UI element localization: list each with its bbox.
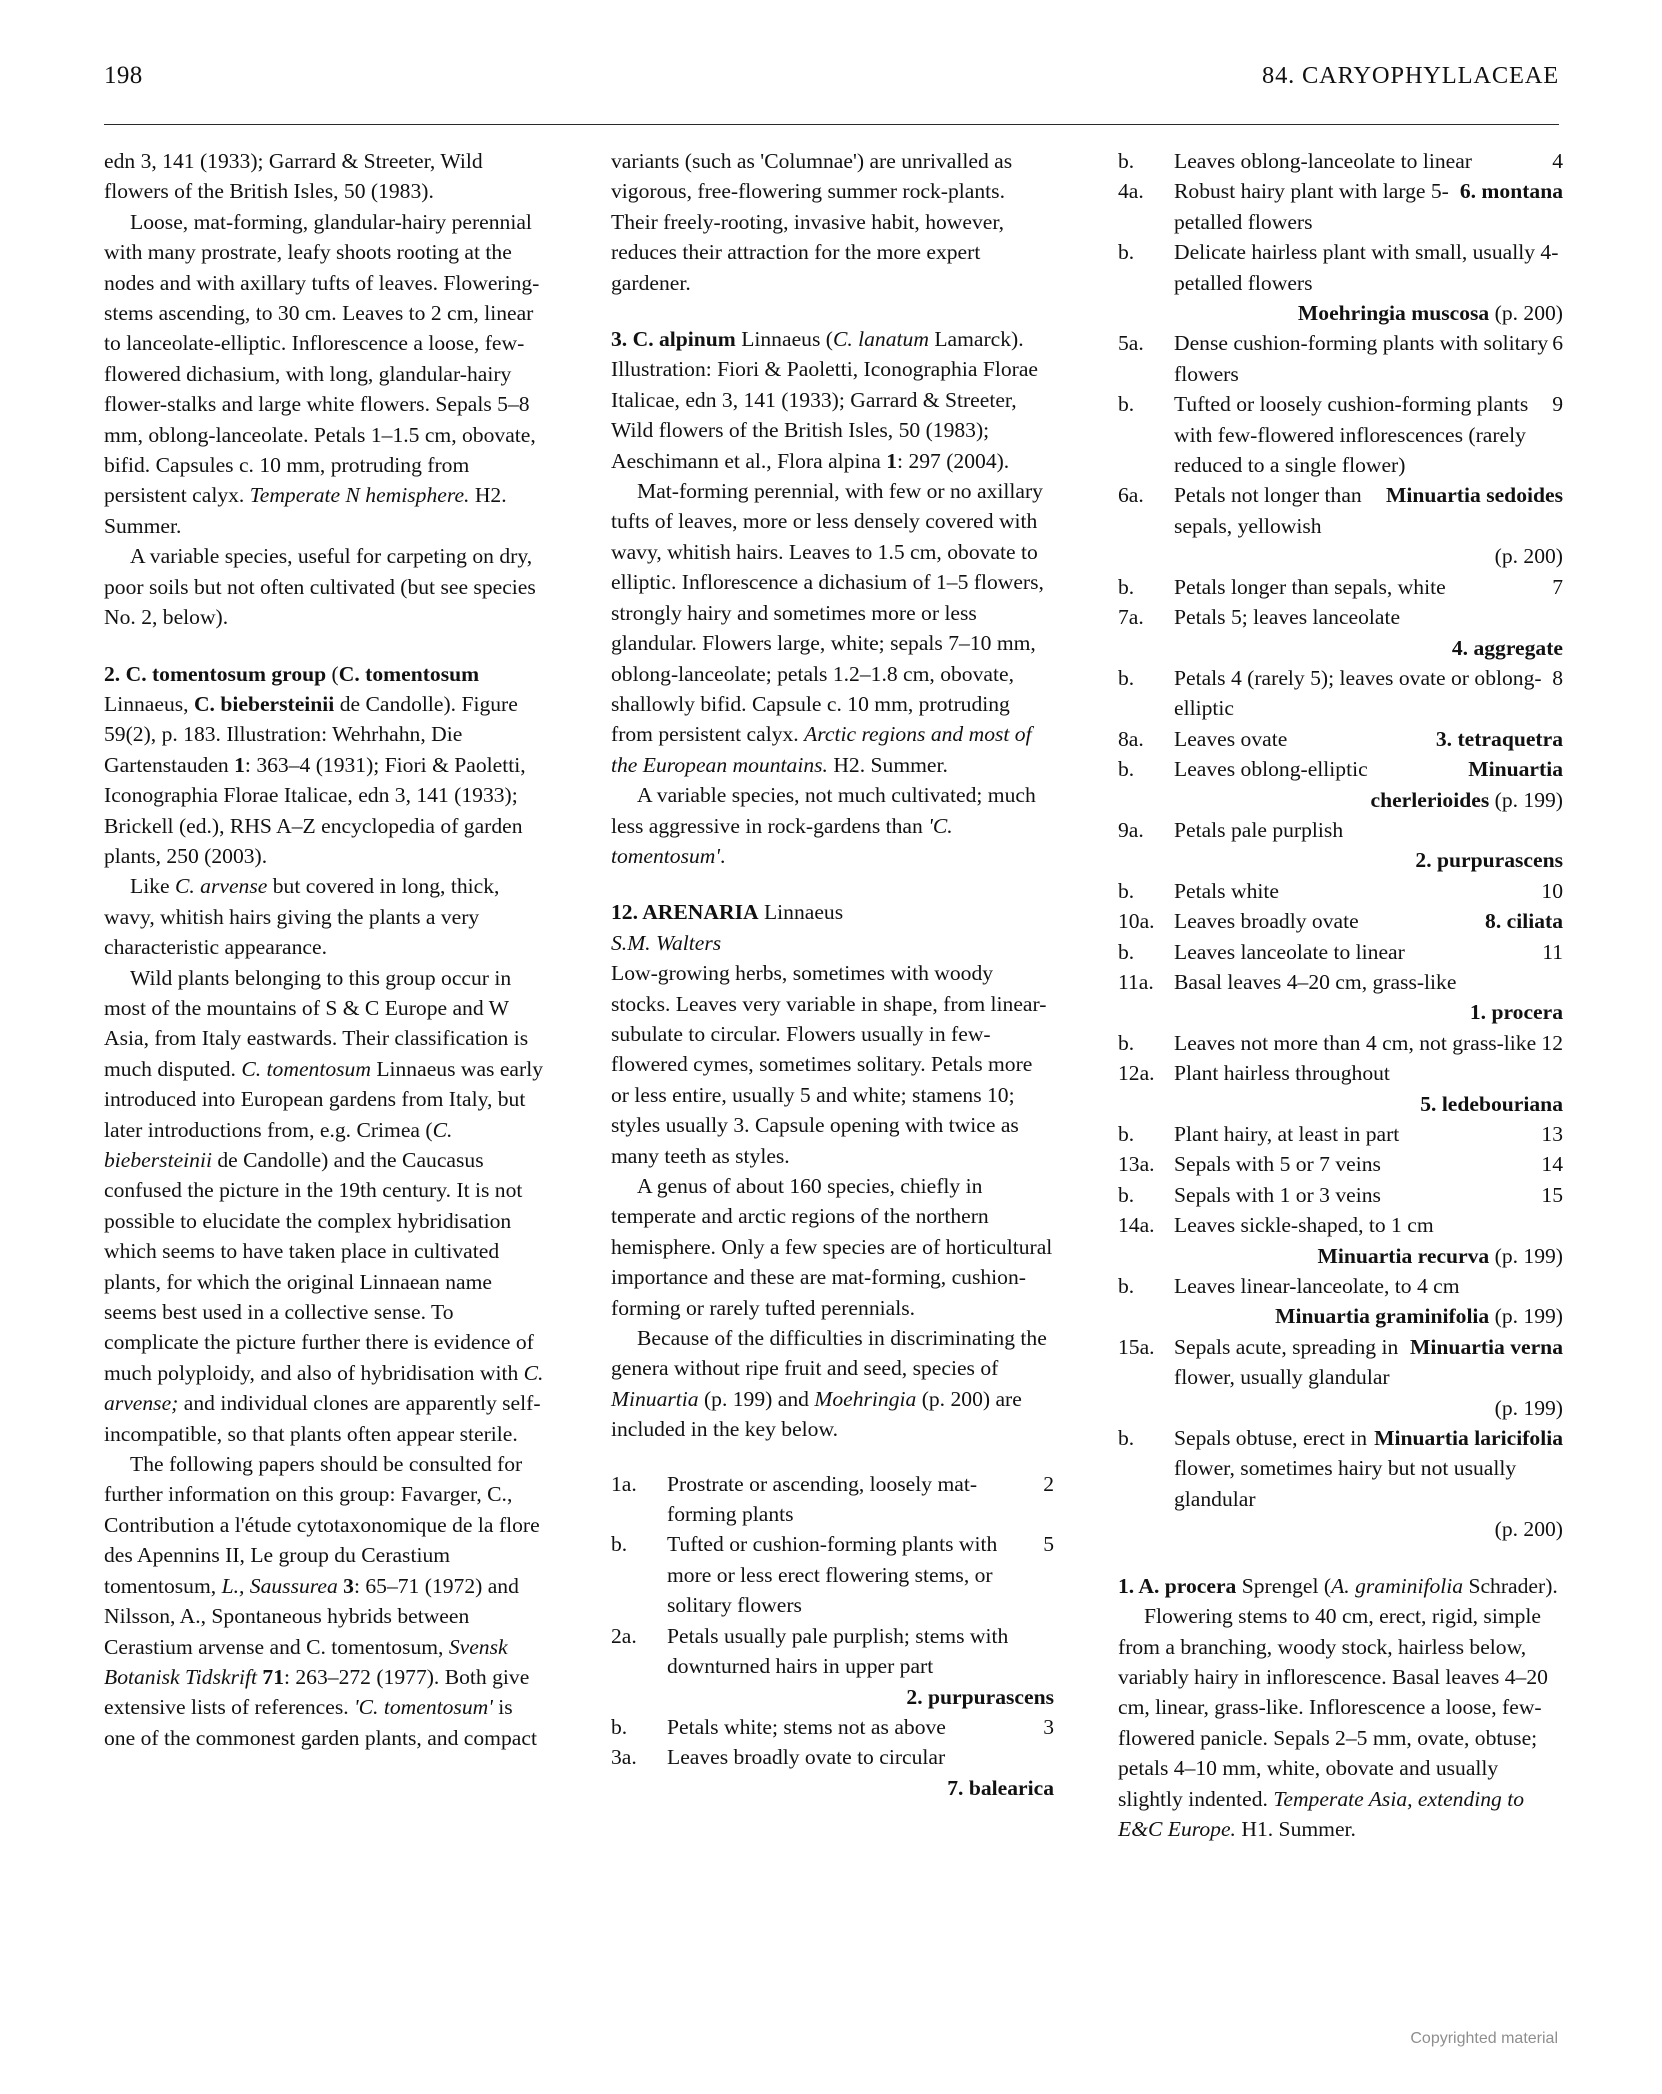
key-lead: b. (1118, 392, 1135, 417)
key-text: 9 Tufted or loosely cushion-forming plants with few-flowered inflorescences (rarely reduced to a single flower) (1174, 389, 1563, 480)
column-1 (104, 146, 547, 1753)
key-lead: 14a. (1118, 1213, 1155, 1238)
key-lead: 15a. (1118, 1334, 1155, 1359)
page-header (104, 62, 1559, 104)
key-lead: b. (1118, 1182, 1135, 1207)
key-page-ref: cherlerioides (p. 199) (1370, 787, 1563, 812)
key-couplet (1118, 815, 1563, 876)
key-text: Leaves linear-lanceolate, to 4 cm Minuartia graminifolia (p. 199) (1174, 1271, 1563, 1332)
key-target: 5 (1043, 1532, 1054, 1557)
key-lead: b. (1118, 665, 1135, 690)
header-rule (104, 124, 1559, 125)
key-target: 14 (1541, 1152, 1563, 1177)
key-couplet (611, 1712, 1054, 1742)
key-result: 2. purpurascens (1415, 848, 1563, 873)
key-target: 6 (1552, 331, 1563, 356)
paragraph: The following papers should be consulted for further information on this group: Favarger, C., Contribution a l'étude cytotaxonomique de la flore des Apennins II, Le group du Cerastium tomentosum, L., Saussurea 3: 65–71 (1972) and Nilsson, A., Spontaneous hybrids between Cerastium arvense and C. tomentosum, Svensk Botanisk Tidskrift 71: 263–272 (1977). Both give extensive lists of references. 'C. tomentosum' is one of the commonest garden plants, and compact (104, 1452, 540, 1750)
key-text: 7 Petals longer than sepals, white (1174, 572, 1563, 602)
identification-key-part-2 (1118, 146, 1563, 1545)
body-columns (104, 146, 1562, 1936)
key-lead: 9a. (1118, 817, 1144, 842)
key-result: Minuartia graminifolia (p. 199) (1275, 1304, 1563, 1329)
key-lead: 12a. (1118, 1061, 1155, 1086)
key-target: 12 (1541, 1030, 1563, 1055)
paragraph: edn 3, 141 (1933); Garrard & Streeter, Wild flowers of the British Isles, 50 (1983). (104, 149, 483, 204)
key-lead: b. (1118, 757, 1135, 782)
key-text: Petals usually pale purplish; stems with downturned hairs in upper part 2. purpurascens (667, 1621, 1054, 1712)
paragraph: Like C. arvense but covered in long, thick, wavy, whitish hairs giving the plants a very characteristic appearance. (104, 874, 500, 960)
key-result: Minuartia (1468, 757, 1563, 782)
key-text: 2 Prostrate or ascending, loosely mat-forming plants (667, 1469, 1054, 1530)
key-couplet (1118, 572, 1563, 602)
key-couplet (1118, 663, 1563, 724)
key-couplet (1118, 602, 1563, 663)
key-lead: 8a. (1118, 726, 1144, 751)
key-text: Minuartia laricifolia Sepals obtuse, erect in flower, sometimes hairy but not usually glandular (p. 200) (1174, 1423, 1563, 1545)
key-couplet (1118, 146, 1563, 176)
key-couplet (611, 1469, 1054, 1530)
key-couplet (1118, 237, 1563, 328)
key-result: 3. tetraquetra (1435, 726, 1563, 751)
key-lead: b. (611, 1532, 628, 1557)
key-couplet (1118, 1149, 1563, 1179)
key-couplet (1118, 967, 1563, 1028)
key-couplet (1118, 328, 1563, 389)
column-2 (611, 146, 1054, 1803)
key-text: Delicate hairless plant with small, usually 4-petalled flowers Moehringia muscosa (p. 200) (1174, 237, 1563, 328)
key-couplet (1118, 937, 1563, 967)
running-head: 84. CARYOPHYLLACEAE (1262, 62, 1559, 89)
key-result: Minuartia recurva (p. 199) (1317, 1243, 1563, 1268)
key-lead: b. (611, 1714, 628, 1739)
key-lead: b. (1118, 878, 1135, 903)
key-couplet (1118, 1058, 1563, 1119)
paragraph: A variable species, not much cultivated; much less aggressive in rock-gardens than 'C. tomentosum'. (611, 783, 1036, 868)
key-result: 7. balearica (947, 1775, 1054, 1800)
key-couplet (1118, 1423, 1563, 1545)
key-page-ref: (p. 200) (1494, 544, 1563, 569)
key-result: 4. aggregate (1451, 635, 1563, 660)
key-text: Petals pale purplish 2. purpurascens (1174, 815, 1563, 876)
key-target: 13 (1541, 1122, 1563, 1146)
key-couplet (611, 1529, 1054, 1620)
key-target: 2 (1043, 1471, 1054, 1496)
key-lead: b. (1118, 1030, 1135, 1055)
key-text: Petals 5; leaves lanceolate 4. aggregate (1174, 602, 1563, 663)
species-heading-2: 2. C. tomentosum group (C. tomentosum Linnaeus, C. biebersteinii de Candolle). Figure 59(2), p. 183. Illustration: Wehrhahn, Die Gartenstauden 1: 363–4 (1931); Fiori & Paoletti, Iconographia Florae Italicae, edn 3, 141 (1933); Brickell (ed.), RHS A–Z encyclopedia of garden plants, 250 (2003). (104, 661, 526, 868)
paragraph: Because of the difficulties in discriminating the genera without ripe fruit and seed, species of Minuartia (p. 199) and Moehringia (p. 200) are included in the key below. (611, 1326, 1047, 1442)
species-heading-3: 3. C. alpinum Linnaeus (C. lanatum Lamarck). Illustration: Fiori & Paoletti, Iconographia Florae Italicae, edn 3, 141 (1933); Garrard & Streeter, Wild flowers of the British Isles, 50 (1983); Aeschimann et al., Flora alpina 1: 297 (2004). (611, 327, 1038, 473)
key-lead: b. (1118, 149, 1135, 173)
key-text: 14 Sepals with 5 or 7 veins (1174, 1149, 1563, 1179)
key-couplet (1118, 389, 1563, 480)
key-result: Minuartia laricifolia (1374, 1426, 1563, 1451)
key-lead: b. (1118, 1426, 1135, 1451)
key-target: 9 (1552, 392, 1563, 417)
paragraph: Loose, mat-forming, glandular-hairy perennial with many prostrate, leafy shoots rooting at the nodes and with axillary tufts of leaves. Flowering-stems ascending, to 30 cm. Leaves to 2 cm, linear to lanceolate-elliptic. Inflorescence a loose, few-flowered dichasium, with long, glandular-hairy flower-stalks and large white flowers. Sepals 5–8 mm, oblong-lanceolate. Petals 1–1.5 cm, obovate, bifid. Capsules c. 10 mm, protruding from persistent calyx. Temperate N hemisphere. H2. Summer. (104, 209, 540, 538)
page-number: 198 (104, 62, 143, 89)
key-couplet (1118, 754, 1563, 815)
key-couplet (611, 1742, 1054, 1803)
genus-heading: 12. ARENARIA Linnaeus (611, 900, 844, 925)
key-result: 6. montana (1459, 179, 1563, 204)
key-text: Basal leaves 4–20 cm, grass-like 1. procera (1174, 967, 1563, 1028)
key-text: 6 Dense cushion-forming plants with solitary flowers (1174, 328, 1563, 389)
key-lead: b. (1118, 939, 1135, 964)
key-couplet (1118, 1271, 1563, 1332)
key-lead: 3a. (611, 1745, 637, 1770)
key-couplet (1118, 176, 1563, 237)
key-text: 3 Petals white; stems not as above (667, 1712, 1054, 1742)
key-text: 10 Petals white (1174, 876, 1563, 906)
paragraph: A variable species, useful for carpeting on dry, poor soils but not often cultivated (but see species No. 2, below). (104, 544, 536, 630)
key-result: 2. purpurascens (906, 1684, 1054, 1709)
paragraph: Low-growing herbs, sometimes with woody stocks. Leaves very variable in shape, from linear-subulate to circular. Flowers usually in few-flowered cymes, sometimes solitary. Petals more or less entire, usually 5 and white; stamens 10; styles usually 3. Capsule opening with twice as many teeth as styles. (611, 961, 1047, 1168)
key-lead: 2a. (611, 1623, 637, 1648)
paragraph: A genus of about 160 species, chiefly in temperate and arctic regions of the northern hemisphere. Only a few species are of horticultural importance and these are mat-forming, cushion-forming or rarely tufted perennials. (611, 1174, 1053, 1320)
key-target: 10 (1541, 878, 1563, 903)
key-couplet (1118, 724, 1563, 754)
key-couplet (1118, 876, 1563, 906)
key-target: 8 (1552, 665, 1563, 690)
copyright-notice: Copyrighted material (1410, 2030, 1558, 2047)
paragraph: Flowering stems to 40 cm, erect, rigid, simple from a branching, woody stock, hairless below, variably hairy in inflorescence. Basal leaves 4–20 cm, linear, grass-like. Inflorescence a loose, few-flowered panicle. Sepals 2–5 mm, ovate, obtuse; petals 4–10 mm, white, obovate and usually slightly indented. Temperate Asia, extending to E&C Europe. H1. Summer. (1118, 1604, 1548, 1841)
column-3 (1118, 146, 1563, 1844)
key-text: 12 Leaves not more than 4 cm, not grass-like (1174, 1028, 1563, 1058)
key-text: 5 Tufted or cushion-forming plants with more or less erect flowering stems, or solitary flowers (667, 1529, 1054, 1620)
key-result: 8. ciliata (1485, 909, 1563, 934)
key-target: 7 (1552, 574, 1563, 599)
identification-key-part-1 (611, 1469, 1054, 1803)
key-lead: b. (1118, 1122, 1135, 1146)
key-lead: 5a. (1118, 331, 1144, 356)
key-text: 8 Petals 4 (rarely 5); leaves ovate or oblong-elliptic (1174, 663, 1563, 724)
key-text: Plant hairless throughout 5. ledebouriana (1174, 1058, 1563, 1119)
key-text: 6. montana Robust hairy plant with large 5-petalled flowers (1174, 176, 1563, 237)
key-result: 1. procera (1469, 1000, 1563, 1025)
key-text: 11 Leaves lanceolate to linear (1174, 937, 1563, 967)
key-text: 3. tetraquetra Leaves ovate (1174, 724, 1563, 754)
key-couplet (1118, 1119, 1563, 1149)
key-couplet (1118, 1210, 1563, 1271)
key-text: Leaves broadly ovate to circular 7. balearica (667, 1742, 1054, 1803)
key-text: Minuartia verna Sepals acute, spreading in flower, usually glandular (p. 199) (1174, 1332, 1563, 1423)
key-text: Minuartia Leaves oblong-elliptic cherlerioides (p. 199) (1174, 754, 1563, 815)
key-couplet (611, 1621, 1054, 1712)
key-target: 3 (1043, 1714, 1054, 1739)
key-lead: 11a. (1118, 969, 1154, 994)
key-result: Minuartia verna (1410, 1334, 1563, 1359)
key-page-ref: (p. 200) (1494, 1517, 1563, 1542)
key-couplet (1118, 480, 1563, 571)
key-lead: 4a. (1118, 179, 1144, 204)
paragraph: variants (such as 'Columnae') are unrivalled as vigorous, free-flowering summer rock-plants. Their freely-rooting, invasive habit, however, reduces their attraction for the more expert gardener. (611, 149, 1013, 295)
key-text: 13 Plant hairy, at least in part (1174, 1119, 1563, 1149)
key-target: 15 (1541, 1182, 1563, 1207)
key-couplet (1118, 1332, 1563, 1423)
key-result: Minuartia sedoides (1386, 483, 1563, 508)
paragraph: Wild plants belonging to this group occur in most of the mountains of S & C Europe and W Asia, from Italy eastwards. Their classification is much disputed. C. tomentosum Linnaeus was early introduced into European gardens from Italy, but later introductions from, e.g. Crimea (C. biebersteinii de Candolle) and the Caucasus confused the picture in the 19th century. It is not possible to elucidate the complex hybridisation which seems to have taken place in cultivated plants, for which the original Linnaean name seems best used in a collective sense. To complicate the picture further there is evidence of much polyploidy, and also of hybridisation with C. arvense; and individual clones are apparently self-incompatible, so that plants often appear sterile. (104, 965, 544, 1446)
key-text: 8. ciliata Leaves broadly ovate (1174, 906, 1563, 936)
key-result: 5. ledebouriana (1420, 1091, 1563, 1116)
key-target: 11 (1542, 939, 1563, 964)
key-lead: b. (1118, 574, 1135, 599)
key-couplet (1118, 1180, 1563, 1210)
key-text: Leaves sickle-shaped, to 1 cm Minuartia recurva (p. 199) (1174, 1210, 1563, 1271)
key-lead: 7a. (1118, 605, 1144, 630)
species-heading-1-procera: 1. A. procera Sprengel (A. graminifolia Schrader). (1118, 1573, 1558, 1598)
key-text: 4 Leaves oblong-lanceolate to linear (1174, 146, 1563, 176)
key-page-ref: (p. 199) (1494, 1395, 1563, 1420)
key-result: Moehringia muscosa (p. 200) (1297, 301, 1563, 326)
key-text: 15 Sepals with 1 or 3 veins (1174, 1180, 1563, 1210)
key-lead: b. (1118, 240, 1135, 265)
key-lead: 6a. (1118, 483, 1144, 508)
key-couplet (1118, 906, 1563, 936)
key-lead: 13a. (1118, 1152, 1155, 1177)
paragraph: Mat-forming perennial, with few or no axillary tufts of leaves, more or less densely covered with wavy, whitish hairs. Leaves to 1.5 cm, obovate to elliptic. Inflorescence a dichasium of 1–5 flowers, strongly hairy and sometimes more or less glandular. Flowers large, white; sepals 7–10 mm, oblong-lanceolate; petals 1.2–1.8 cm, obovate, shallowly bifid. Capsule c. 10 mm, protruding from persistent calyx. Arctic regions and most of the European mountains. H2. Summer. (611, 479, 1044, 777)
key-target: 4 (1552, 149, 1563, 173)
key-lead: 1a. (611, 1471, 637, 1496)
key-lead: b. (1118, 1274, 1135, 1299)
key-lead: 10a. (1118, 909, 1155, 934)
key-couplet (1118, 1028, 1563, 1058)
key-text: Minuartia sedoides Petals not longer than sepals, yellowish (p. 200) (1174, 480, 1563, 571)
genus-author: S.M. Walters (611, 930, 722, 955)
